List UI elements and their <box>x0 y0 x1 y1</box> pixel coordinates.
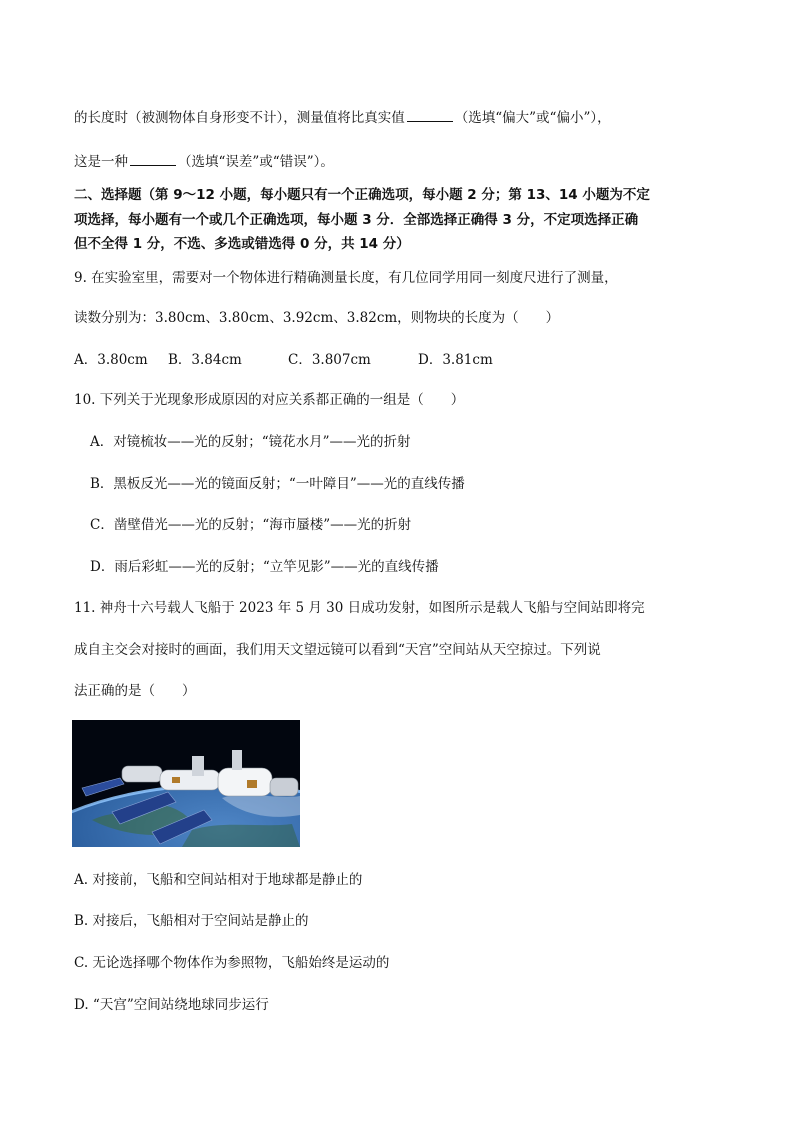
q11-stem-line3: 法正确的是（ ） <box>74 683 196 699</box>
q10-stem: 10. 下列关于光现象形成原因的对应关系都正确的一组是（ ） <box>74 392 465 408</box>
q11-stem-line1: 11. 神舟十六号载人飞船于 2023 年 5 月 30 日成功发射，如图所示是载人飞船与空间站即将完 <box>74 600 645 616</box>
q9-stem-line1: 9. 在实验室里，需要对一个物体进行精确测量长度，有几位同学用同一刻度尺进行了测量， <box>74 270 618 286</box>
q8-text-b: （选填“偏大”或“偏小”）， <box>454 110 611 126</box>
section-heading-line3: 但不全得 1 分，不选、多选或错选得 0 分，共 14 分） <box>74 236 410 252</box>
q11-option-b[interactable]: B. 对接后，飞船相对于空间站是静止的 <box>74 913 309 929</box>
q9-stem-line2: 读数分别为：3.80cm、3.80cm、3.92cm、3.82cm，则物块的长度为（ ） <box>74 310 560 326</box>
space-station-illustration <box>72 720 300 847</box>
q8-text-d: （选填“误差”或“错误”）。 <box>178 154 334 170</box>
q11-stem-line2: 成自主交会对接时的画面，我们用天文望远镜可以看到“天宫”空间站从天空掠过。下列说 <box>74 642 601 658</box>
q10-option-b[interactable]: B．黑板反光——光的镜面反射；“一叶障目”——光的直线传播 <box>90 476 465 492</box>
q8-continuation-line2 <box>74 152 334 172</box>
q9-options <box>74 350 493 370</box>
q11-option-d[interactable]: D. “天宫”空间站绕地球同步运行 <box>74 997 269 1013</box>
answer-blank-2[interactable] <box>130 152 176 166</box>
space-station-photo <box>72 720 300 847</box>
q8-continuation-line1 <box>74 108 611 128</box>
q9-option-c[interactable]: C．3.807cm <box>288 352 371 368</box>
section-heading-line1: 二、选择题（第 9～12 小题，每小题只有一个正确选项，每小题 2 分；第 13、14 小题为不定 <box>74 187 650 203</box>
section-heading-line2: 项选择，每小题有一个或几个正确选项，每小题 3 分．全部选择正确得 3 分，不定项选择正确 <box>74 212 639 228</box>
q10-option-c[interactable]: C．凿壁借光——光的反射；“海市蜃楼”——光的折射 <box>90 517 412 533</box>
answer-blank-1[interactable] <box>407 108 453 122</box>
q9-option-b[interactable]: B．3.84cm <box>168 352 242 368</box>
q8-text-c: 这是一种 <box>74 154 128 170</box>
q11-option-c[interactable]: C. 无论选择哪个物体作为参照物，飞船始终是运动的 <box>74 955 390 971</box>
q10-option-a[interactable]: A．对镜梳妆——光的反射；“镜花水月”——光的折射 <box>90 434 411 450</box>
q9-option-a[interactable]: A．3.80cm <box>74 352 148 368</box>
q10-option-d[interactable]: D．雨后彩虹——光的反射；“立竿见影”——光的直线传播 <box>90 559 439 575</box>
q11-option-a[interactable]: A. 对接前，飞船和空间站相对于地球都是静止的 <box>74 872 363 888</box>
q8-text-a: 的长度时（被测物体自身形变不计），测量值将比真实值 <box>74 110 405 126</box>
q9-option-d[interactable]: D．3.81cm <box>418 352 493 368</box>
